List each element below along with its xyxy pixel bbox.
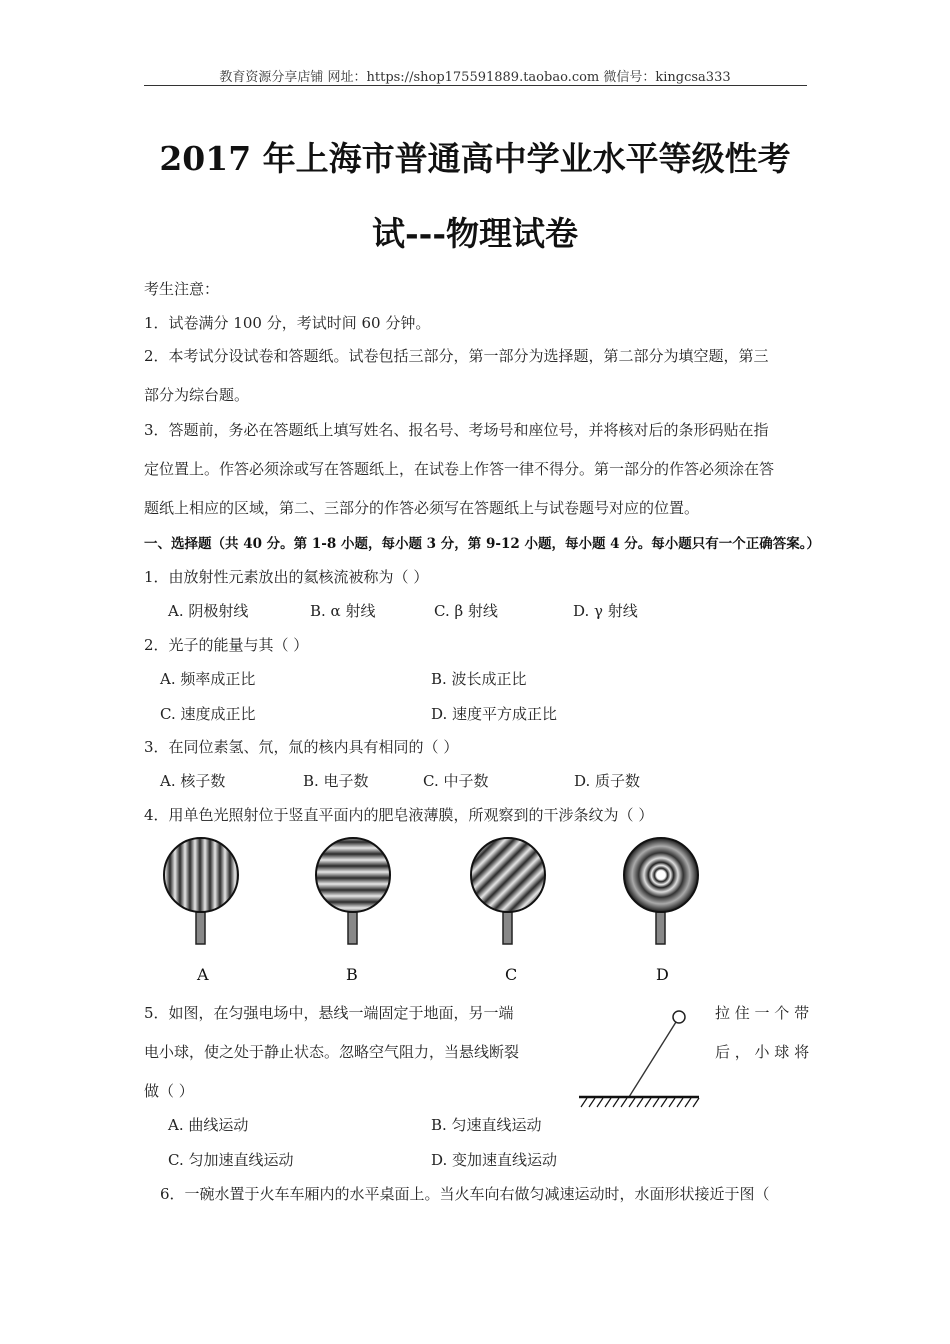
page-header: 教育资源分享店铺 网址：https://shop175591889.taobao.com 微信号：kingcsa333 bbox=[219, 70, 731, 85]
q5-option-c: C. 匀加速直线运动 bbox=[168, 1151, 294, 1169]
q5-line-1: 5．如图，在匀强电场中，悬线一端固定于地面，另一端 bbox=[144, 1004, 514, 1022]
title-line-2: 试---物理试卷 bbox=[371, 214, 579, 253]
q3-option-c: C. 中子数 bbox=[423, 772, 489, 790]
q1-stem: 1．由放射性元素放出的氦核流被称为（ ） bbox=[144, 568, 429, 586]
q5-option-a: A. 曲线运动 bbox=[168, 1116, 249, 1134]
q2-option-c: C. 速度成正比 bbox=[160, 705, 256, 723]
section-1-heading: 一、选择题（共 40 分。第 1-8 小题，每小题 3 分，第 9-12 小题，每小题 4 分。每小题只有一个正确答案。） bbox=[144, 536, 820, 552]
q4-figure-label-a: A bbox=[197, 965, 209, 984]
q1-option-c: C. β 射线 bbox=[434, 602, 498, 620]
notice-item-1: 1．试卷满分 100 分，考试时间 60 分钟。 bbox=[144, 314, 431, 332]
notice-item-2: 2．本考试分设试卷和答题纸。试卷包括三部分，第一部分为选择题，第二部分为填空题，第三 bbox=[144, 347, 769, 365]
q6-stem: 6．一碗水置于火车车厢内的水平桌面上。当火车向右做匀减速运动时，水面形状接近于图（ bbox=[160, 1185, 770, 1203]
q4-stem: 4．用单色光照射位于竖直平面内的肥皂液薄膜，所观察到的干涉条纹为（ ） bbox=[144, 806, 654, 824]
q1-option-a: A. 阴极射线 bbox=[168, 602, 249, 620]
q1-option-d: D. γ 射线 bbox=[573, 602, 638, 620]
q5-line-3: 做（ ） bbox=[144, 1082, 194, 1100]
q4-figure-label-b: B bbox=[346, 965, 358, 984]
q1-option-b: B. α 射线 bbox=[310, 602, 376, 620]
q5-line-1-right: 拉 住 一 个 带 bbox=[715, 1004, 810, 1022]
notice-item-3-cont-1: 定位置上。作答必须涂或写在答题纸上，在试卷上作答一律不得分。第一部分的作答必须涂在答 bbox=[144, 460, 775, 478]
title-line-1: 2017 年上海市普通高中学业水平等级性考 bbox=[159, 139, 791, 178]
q3-option-d: D. 质子数 bbox=[574, 772, 641, 790]
q2-option-d: D. 速度平方成正比 bbox=[431, 705, 558, 723]
q5-option-b: B. 匀速直线运动 bbox=[431, 1116, 542, 1134]
notice-heading: 考生注意： bbox=[144, 280, 220, 298]
q5-option-d: D. 变加速直线运动 bbox=[431, 1151, 558, 1169]
header-rule bbox=[144, 85, 807, 86]
figure-b-horizontal-fringes bbox=[316, 838, 390, 944]
q2-stem: 2．光子的能量与其（ ） bbox=[144, 636, 309, 654]
q5-line-2-right: 后 ， 小 球 将 bbox=[715, 1043, 810, 1061]
notice-item-3: 3．答题前，务必在答题纸上填写姓名、报名号、考场号和座位号，并将核对后的条形码贴在指 bbox=[144, 421, 769, 439]
figure-a-vertical-fringes bbox=[164, 838, 238, 944]
q3-stem: 3．在同位素氢、氘，氚的核内具有相同的（ ） bbox=[144, 738, 459, 756]
figure-d-concentric-rings bbox=[624, 838, 698, 944]
notice-item-3-cont-2: 题纸上相应的区域，第二、三部分的作答必须写在答题纸上与试卷题号对应的位置。 bbox=[144, 499, 700, 517]
notice-item-2-cont: 部分为综台题。 bbox=[144, 386, 250, 404]
q4-figure-label-d: D bbox=[656, 965, 669, 984]
q4-figure-label-c: C bbox=[505, 965, 518, 984]
q2-option-b: B. 波长成正比 bbox=[431, 670, 527, 688]
q5-line-2: 电小球，使之处于静止状态。忽略空气阻力，当悬线断裂 bbox=[144, 1043, 520, 1061]
q3-option-b: B. 电子数 bbox=[303, 772, 369, 790]
q2-option-a: A. 频率成正比 bbox=[160, 670, 256, 688]
q4-interference-figures bbox=[150, 830, 730, 955]
q3-option-a: A. 核子数 bbox=[160, 772, 226, 790]
figure-c-diagonal-fringes bbox=[471, 838, 545, 944]
q5-pendulum-figure bbox=[575, 1000, 705, 1112]
